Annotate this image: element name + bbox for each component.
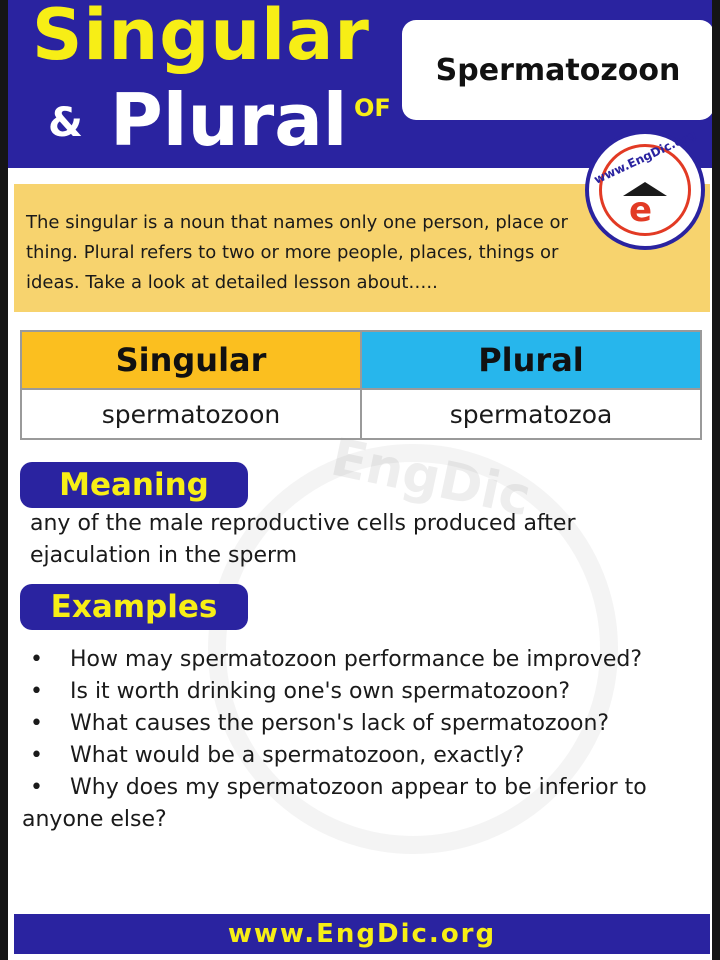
- example-text: Is it worth drinking one's own spermatozoon?: [70, 679, 571, 704]
- frame-border-left: [0, 0, 8, 960]
- plural-header: Plural: [478, 341, 584, 379]
- title-singular: Singular: [32, 0, 370, 76]
- title-ampersand: &: [48, 100, 83, 146]
- singular-header: Singular: [115, 341, 267, 379]
- example-item: [22, 740, 702, 772]
- title-plural: Plural: [110, 78, 348, 162]
- example-item: [22, 708, 702, 740]
- meaning-text: any of the male reproductive cells produced after ejaculation in the sperm: [30, 511, 576, 568]
- singular-header-cell: [22, 332, 362, 388]
- bullet: •: [30, 743, 43, 768]
- meaning-label-box: [20, 462, 248, 508]
- plural-header-cell: [362, 332, 700, 388]
- bullet: •: [30, 679, 43, 704]
- logo-text: www.EngDic.org: [591, 127, 699, 187]
- examples-list: [22, 644, 702, 836]
- example-text: How may spermatozoon performance be improved?: [70, 647, 643, 672]
- bullet: •: [30, 775, 43, 800]
- frame-border-right: [712, 0, 720, 960]
- singular-value-cell: [22, 388, 362, 438]
- forms-table: [20, 330, 702, 440]
- title-of: OF: [354, 94, 391, 122]
- singular-value: spermatozoon: [101, 399, 281, 429]
- examples-label: Examples: [50, 589, 218, 625]
- watermark-text: EngDic: [325, 427, 536, 529]
- bullet: •: [30, 647, 43, 672]
- plural-value: spermatozoa: [449, 399, 613, 429]
- example-item: [22, 644, 702, 676]
- example-item: [22, 676, 702, 708]
- example-text: What would be a spermatozoon, exactly?: [70, 743, 525, 768]
- meaning-label: Meaning: [59, 467, 209, 503]
- example-text: Why does my spermatozoon appear to be inferior to anyone else?: [22, 775, 647, 832]
- bullet: •: [30, 711, 43, 736]
- example-text: What causes the person's lack of spermatozoon?: [70, 711, 610, 736]
- word-title: Spermatozoon: [435, 52, 681, 88]
- engdic-logo: [585, 127, 705, 250]
- intro-text: The singular is a noun that names only one person, place or thing. Plural refers to two or more people, places, things or ideas. Take a look at detailed lesson about…..: [26, 212, 568, 293]
- logo-letter: e: [629, 190, 653, 230]
- word-box: [402, 20, 714, 120]
- example-item: [22, 772, 702, 836]
- examples-label-box: [20, 584, 248, 630]
- plural-value-cell: [362, 388, 700, 438]
- footer-bar: [14, 914, 710, 954]
- footer-url: www.EngDic.org: [227, 919, 497, 949]
